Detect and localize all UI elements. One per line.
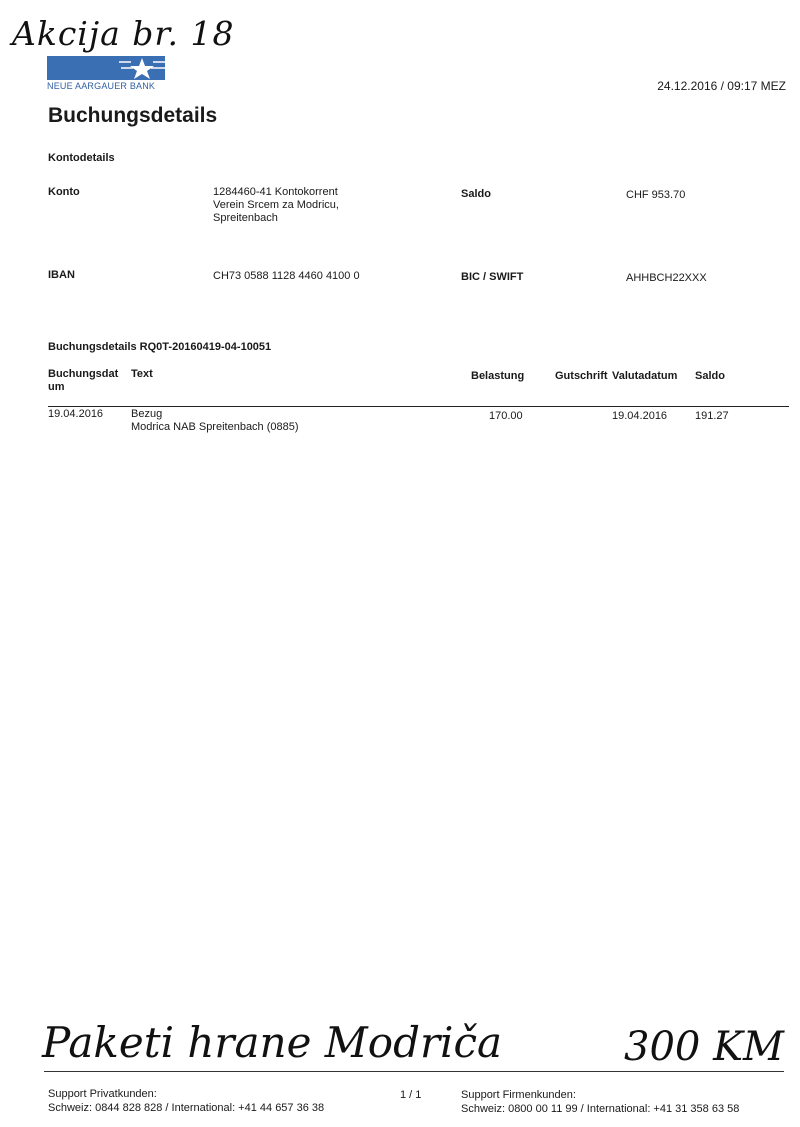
handwritten-amount: 300 KM (624, 1024, 784, 1070)
column-header-text: Text (131, 368, 153, 380)
saldo-value: CHF 953.70 (626, 189, 686, 201)
konto-line: Spreitenbach (213, 212, 278, 224)
konto-line: Verein Srcem za Modricu, (213, 199, 339, 211)
iban-label: IBAN (48, 269, 75, 281)
handwritten-header: Akcija br. 18 (12, 14, 235, 53)
handwritten-note: Paketi hrane Modriča (42, 1018, 503, 1067)
column-header-value-date: Valutadatum (612, 370, 678, 382)
konto-line: 1284460-41 Kontokorrent (213, 186, 338, 198)
booking-section-heading: Buchungsdetails RQ0T-20160419-04-10051 (48, 341, 272, 353)
row-text-line: Modrica NAB Spreitenbach (0885) (131, 421, 299, 433)
footer-business-contact: Schweiz: 0800 00 11 99 / International: +41 31 358 63 58 (461, 1103, 740, 1115)
bank-logo-star-icon (119, 56, 165, 80)
print-datetime: 24.12.2016 / 09:17 MEZ (657, 79, 786, 93)
footer-business-support (461, 1088, 739, 1116)
footer-private-label: Support Privatkunden: (48, 1088, 157, 1100)
footer-private-contact: Schweiz: 0844 828 828 / International: +41 44 657 36 38 (48, 1102, 325, 1114)
column-header-date-line: Buchungsdat (48, 368, 119, 380)
column-header-credit: Gutschrift (555, 370, 608, 382)
column-header-date-line: um (48, 381, 65, 393)
table-header-divider (48, 406, 789, 407)
saldo-label: Saldo (461, 188, 491, 200)
bank-logo-bar (47, 56, 165, 80)
account-section-heading: Kontodetails (48, 152, 115, 164)
column-header-debit: Belastung (471, 370, 525, 382)
footer-private-support (48, 1087, 324, 1115)
handwritten-underline (44, 1071, 784, 1072)
bic-label: BIC / SWIFT (461, 271, 524, 283)
bank-logo (47, 56, 165, 91)
iban-value: CH73 0588 1128 4460 4100 0 (213, 270, 360, 282)
column-header-date (48, 368, 118, 394)
row-debit: 170.00 (489, 410, 523, 422)
row-text (131, 408, 299, 434)
footer-business-label: Support Firmenkunden: (461, 1089, 576, 1101)
bic-value: AHHBCH22XXX (626, 272, 707, 284)
row-balance: 191.27 (695, 410, 729, 422)
konto-value (213, 186, 339, 225)
page-number: 1 / 1 (400, 1089, 422, 1101)
row-value-date: 19.04.2016 (612, 410, 668, 422)
konto-label: Konto (48, 186, 80, 198)
row-text-line: Bezug (131, 408, 163, 420)
row-date: 19.04.2016 (48, 408, 104, 420)
column-header-balance: Saldo (695, 370, 725, 382)
page-title: Buchungsdetails (48, 104, 218, 127)
bank-name: NEUE AARGAUER BANK (47, 81, 156, 91)
